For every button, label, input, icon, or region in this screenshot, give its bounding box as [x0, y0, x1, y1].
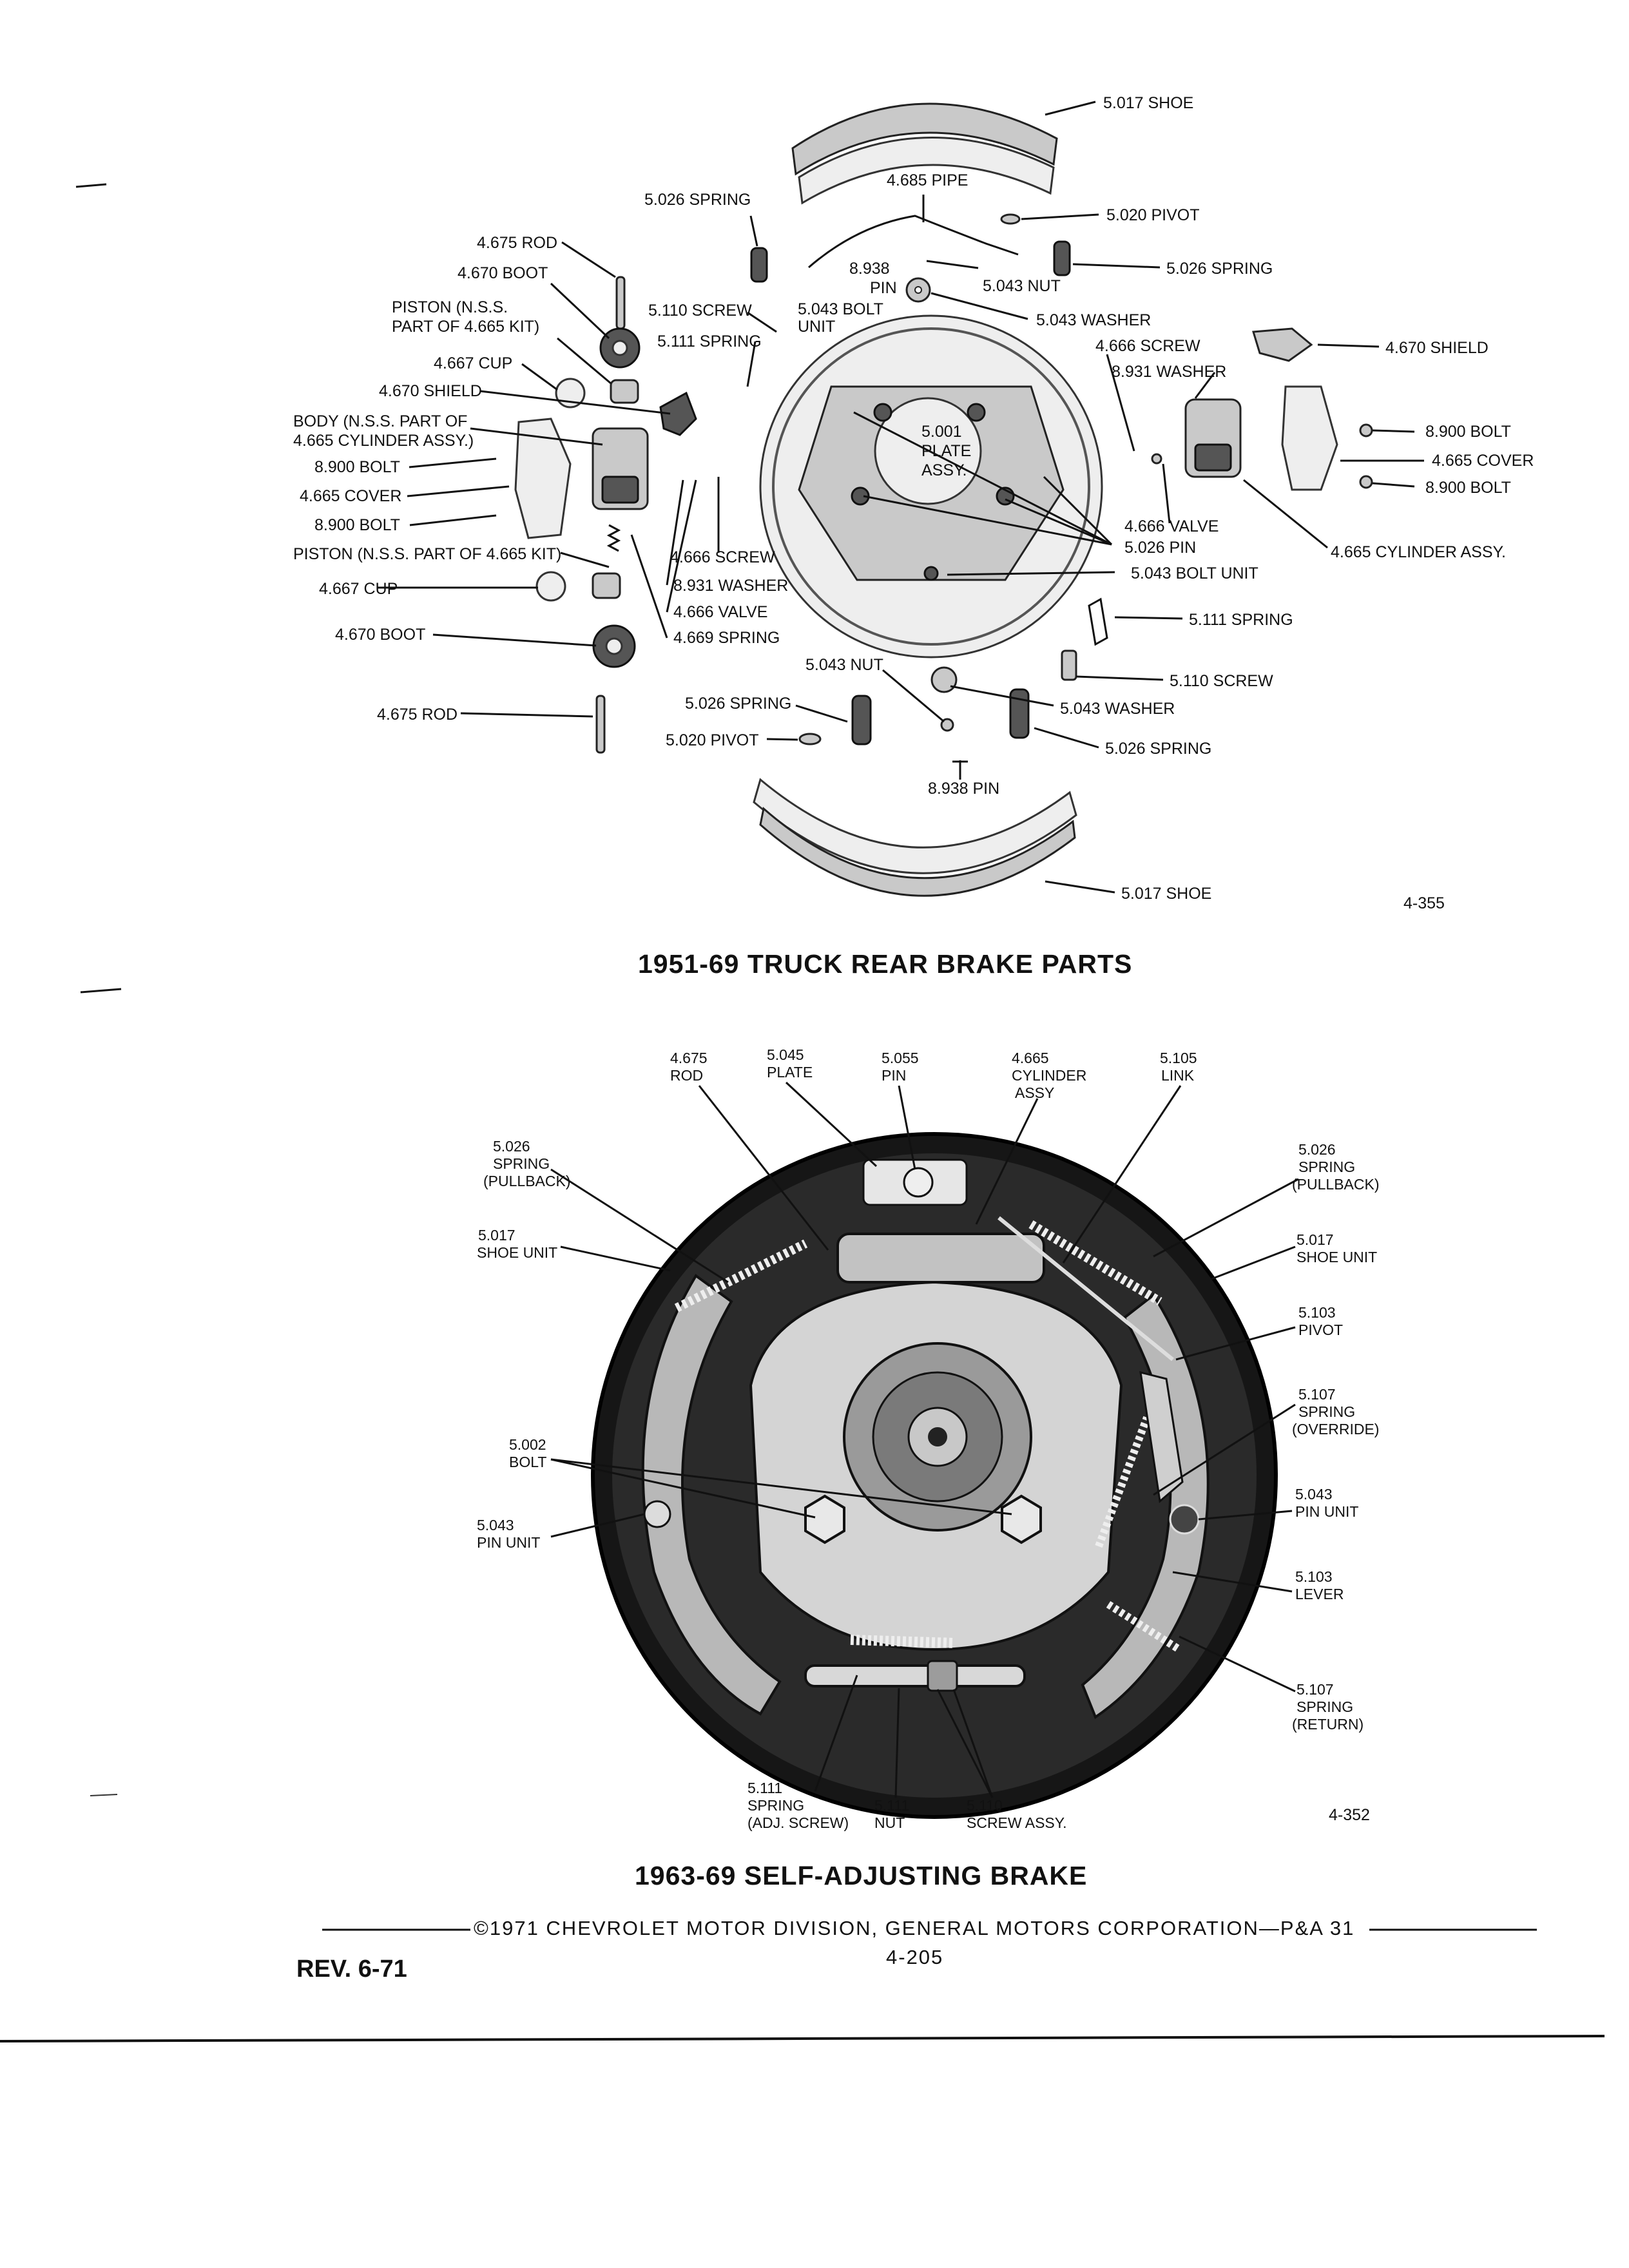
label-pin-top-1: 8.938 — [849, 260, 890, 278]
spring-top-right — [1054, 242, 1070, 275]
spring-669-part — [609, 525, 619, 551]
label-pin-055-1: 5.055 — [882, 1050, 919, 1066]
adj-screw-assembly — [805, 1666, 1025, 1686]
brake-pipe — [809, 216, 1018, 267]
page-footer — [0, 1917, 1605, 2041]
label-spring-right-2: SPRING — [1298, 1158, 1356, 1175]
label-link-2: LINK — [1161, 1067, 1195, 1084]
piston-left-part — [611, 380, 638, 403]
label-adj-spring-1: 5.111 — [747, 1780, 783, 1796]
spring-bottom-left — [853, 696, 871, 744]
label-pin-top-2: PIN — [870, 279, 897, 297]
label-screw-110-right: 5.110 SCREW — [1170, 672, 1273, 690]
label-cup-left: 4.667 CUP — [434, 354, 513, 372]
label-pivot-bottom: 5.020 PIVOT — [666, 731, 759, 749]
label-plate-b-1: 5.045 — [767, 1046, 804, 1063]
valve-right-part — [1152, 454, 1161, 463]
label-rod-left-2: 4.675 ROD — [377, 706, 458, 724]
label-adj-spring-2: SPRING — [747, 1797, 805, 1814]
label-rod-left: 4.675 ROD — [477, 234, 558, 252]
screw-110-part — [1062, 651, 1076, 680]
label-boot-left-2: 4.670 BOOT — [335, 626, 426, 644]
footer-page-number: 4-205 — [886, 1946, 944, 1968]
label-shoe-top: 5.017 SHOE — [1103, 94, 1194, 112]
label-cover-left: 4.665 COVER — [300, 487, 402, 505]
figure-number-top: 4-355 — [1403, 894, 1445, 912]
label-bolt-unit-bottom: 5.043 BOLT UNIT — [1131, 564, 1258, 582]
pin-bottom-part — [952, 760, 968, 780]
label-spring-right-3: (PULLBACK) — [1292, 1176, 1380, 1193]
label-nut-1: 5.111 — [874, 1797, 910, 1814]
bolt-right-part — [1002, 1496, 1041, 1542]
label-nut-2: NUT — [874, 1814, 905, 1831]
label-bolt-right-1: 8.900 BOLT — [1425, 423, 1511, 441]
footer-revision: REV. 6-71 — [296, 1956, 407, 1983]
label-cup-left-2: 4.667 CUP — [319, 580, 398, 598]
label-screw-assy-2: SCREW ASSY. — [967, 1814, 1067, 1831]
label-pipe: 4.685 PIPE — [887, 171, 969, 189]
label-bolt-2: BOLT — [509, 1454, 547, 1470]
label-adj-spring-3: (ADJ. SCREW) — [747, 1814, 849, 1831]
label-cylinder-3: ASSY — [1015, 1084, 1055, 1101]
label-spring-left-3: (PULLBACK) — [483, 1173, 571, 1189]
label-override-3: (OVERRIDE) — [1292, 1421, 1380, 1437]
label-washer-top: 5.043 WASHER — [1036, 311, 1152, 329]
pivot-bottom-part — [800, 734, 820, 744]
label-lever-2: LEVER — [1295, 1586, 1344, 1602]
label-plate-3: ASSY. — [921, 461, 967, 479]
wheel-cylinder — [838, 1234, 1044, 1282]
label-spring-left-2: SPRING — [493, 1155, 550, 1172]
washer-bottom-part — [932, 668, 956, 692]
label-spring-111-right: 5.111 SPRING — [1189, 611, 1293, 629]
label-cylinder-2: CYLINDER — [1012, 1067, 1087, 1084]
label-cyl-right: 4.665 CYLINDER ASSY. — [1331, 543, 1506, 561]
adj-nut — [928, 1661, 957, 1691]
backing-plate — [760, 316, 1102, 657]
label-spring-left-bottom: 5.026 SPRING — [685, 695, 792, 713]
label-nut-top: 5.043 NUT — [983, 277, 1061, 295]
label-return-3: (RETURN) — [1292, 1716, 1364, 1733]
label-shoe-bottom: 5.017 SHOE — [1121, 885, 1212, 903]
label-piston-left-2: PART OF 4.665 KIT) — [392, 318, 540, 336]
label-shoe-right-1: 5.017 — [1296, 1231, 1334, 1248]
label-return-2: SPRING — [1296, 1698, 1354, 1715]
label-pin-055-2: PIN — [882, 1067, 907, 1084]
label-plate-1: 5.001 — [921, 423, 962, 441]
label-screw-left: 5.110 SCREW — [648, 302, 752, 320]
pin-unit-right-part — [1170, 1505, 1199, 1533]
label-spring-left-1: 5.026 — [493, 1138, 530, 1155]
label-shoe-left-1: 5.017 — [478, 1227, 516, 1244]
label-washer-931-left: 8.931 WASHER — [673, 577, 789, 595]
label-override-1: 5.107 — [1298, 1386, 1336, 1403]
label-spring-right-bottom: 5.026 SPRING — [1105, 740, 1212, 758]
label-piston-left-2b: PISTON (N.S.S. PART OF 4.665 KIT) — [293, 545, 562, 563]
washer-top-hole — [915, 287, 921, 293]
margin-mark — [76, 184, 106, 187]
label-override-2: SPRING — [1298, 1403, 1356, 1420]
label-valve-right: 4.666 VALVE — [1124, 517, 1219, 535]
label-washer-931-right: 8.931 WASHER — [1112, 363, 1227, 381]
cylinder-bore-right — [1195, 445, 1231, 470]
anchor-pin — [904, 1168, 932, 1196]
boot-left-2-hole — [606, 639, 622, 654]
cover-right-part — [1282, 387, 1337, 490]
label-bolt-unit-top-2: UNIT — [798, 318, 836, 336]
label-bolt-right-2: 8.900 BOLT — [1425, 479, 1511, 497]
pivot-top-part — [1001, 215, 1019, 224]
bolt-right-1-part — [1360, 425, 1372, 436]
label-nut-bottom: 5.043 NUT — [805, 656, 883, 674]
label-pivot-1: 5.103 — [1298, 1304, 1336, 1321]
label-pin-bottom: 8.938 PIN — [928, 780, 1000, 798]
label-bolt-unit-top-1: 5.043 BOLT — [798, 300, 883, 318]
label-body-left-2: 4.665 CYLINDER ASSY.) — [293, 432, 474, 450]
label-cover-right: 4.665 COVER — [1432, 452, 1534, 470]
label-plate-2: PLATE — [921, 442, 972, 460]
footer-copyright: ©1971 CHEVROLET MOTOR DIVISION, GENERAL MOTORS CORPORATION—P&A 31 — [474, 1917, 1355, 1939]
figure-number-bottom: 4-352 — [1329, 1806, 1370, 1824]
label-pin-unit-right-2: PIN UNIT — [1295, 1503, 1359, 1520]
label-screw-666-right: 4.666 SCREW — [1095, 337, 1200, 355]
margin-mark — [81, 989, 121, 992]
label-plate-b-2: PLATE — [767, 1064, 813, 1081]
label-screw-666-left: 4.666 SCREW — [670, 548, 775, 566]
rod-left-part — [617, 277, 624, 329]
label-shoe-left-2: SHOE UNIT — [477, 1244, 558, 1261]
label-pin-unit-left-2: PIN UNIT — [477, 1534, 541, 1551]
spring-top-left — [751, 248, 767, 282]
label-bolt-left-2: 8.900 BOLT — [314, 516, 400, 534]
spring-111-part — [1089, 599, 1107, 644]
diagram-title-top: 1951-69 TRUCK REAR BRAKE PARTS — [638, 949, 1133, 979]
label-bolt-left-1: 8.900 BOLT — [314, 458, 400, 476]
label-rod-1: 4.675 — [670, 1050, 708, 1066]
cup-left-2-part — [537, 572, 565, 601]
label-screw-assy-1: 5.110 — [967, 1797, 1003, 1814]
page-bottom-rule — [0, 2036, 1605, 2041]
label-spring-right-1: 5.026 — [1298, 1141, 1336, 1158]
label-valve-left: 4.666 VALVE — [673, 603, 768, 621]
label-pin-unit-right-1: 5.043 — [1295, 1486, 1333, 1503]
label-body-left-1: BODY (N.S.S. PART OF — [293, 412, 468, 430]
label-spring-right-top: 5.026 SPRING — [1166, 260, 1273, 278]
label-spring-111-left: 5.111 SPRING — [657, 332, 762, 351]
margin-mark — [90, 1794, 117, 1796]
label-spring-left-top: 5.026 SPRING — [644, 191, 751, 209]
label-pin-026: 5.026 PIN — [1124, 539, 1197, 557]
bolt-right-2-part — [1360, 476, 1372, 488]
label-bolt-1: 5.002 — [509, 1436, 546, 1453]
hub-core — [928, 1427, 947, 1446]
rod-left-2-part — [597, 696, 604, 753]
diagram-title-bottom: 1963-69 SELF-ADJUSTING BRAKE — [635, 1861, 1088, 1890]
cylinder-bore-left — [602, 477, 638, 503]
shield-right-part — [1253, 329, 1311, 361]
label-piston-left-1: PISTON (N.S.S. — [392, 298, 508, 316]
label-pin-unit-left-1: 5.043 — [477, 1517, 514, 1533]
label-spring-669: 4.669 SPRING — [673, 629, 780, 647]
label-shoe-right-2: SHOE UNIT — [1296, 1249, 1378, 1265]
label-pivot-top: 5.020 PIVOT — [1106, 206, 1200, 224]
label-shield-left: 4.670 SHIELD — [379, 382, 482, 400]
boot-left-hole — [613, 341, 627, 355]
label-shield-right: 4.670 SHIELD — [1385, 339, 1489, 357]
spring-bottom-right — [1010, 689, 1028, 738]
label-lever-1: 5.103 — [1295, 1568, 1333, 1585]
self-adjusting-brake-diagram — [477, 1046, 1379, 1890]
label-link-1: 5.105 — [1160, 1050, 1197, 1066]
label-rod-2: ROD — [670, 1067, 704, 1084]
label-return-1: 5.107 — [1296, 1681, 1334, 1698]
label-washer-bottom: 5.043 WASHER — [1060, 700, 1175, 718]
bolt-left-part — [805, 1496, 844, 1542]
label-boot-left: 4.670 BOOT — [458, 264, 548, 282]
truck-rear-brake-diagram — [293, 94, 1534, 979]
label-cylinder-1: 4.665 — [1012, 1050, 1049, 1066]
label-pivot-2: PIVOT — [1298, 1321, 1344, 1338]
piston-left-2-part — [593, 573, 620, 598]
pin-unit-left-part — [644, 1501, 670, 1527]
